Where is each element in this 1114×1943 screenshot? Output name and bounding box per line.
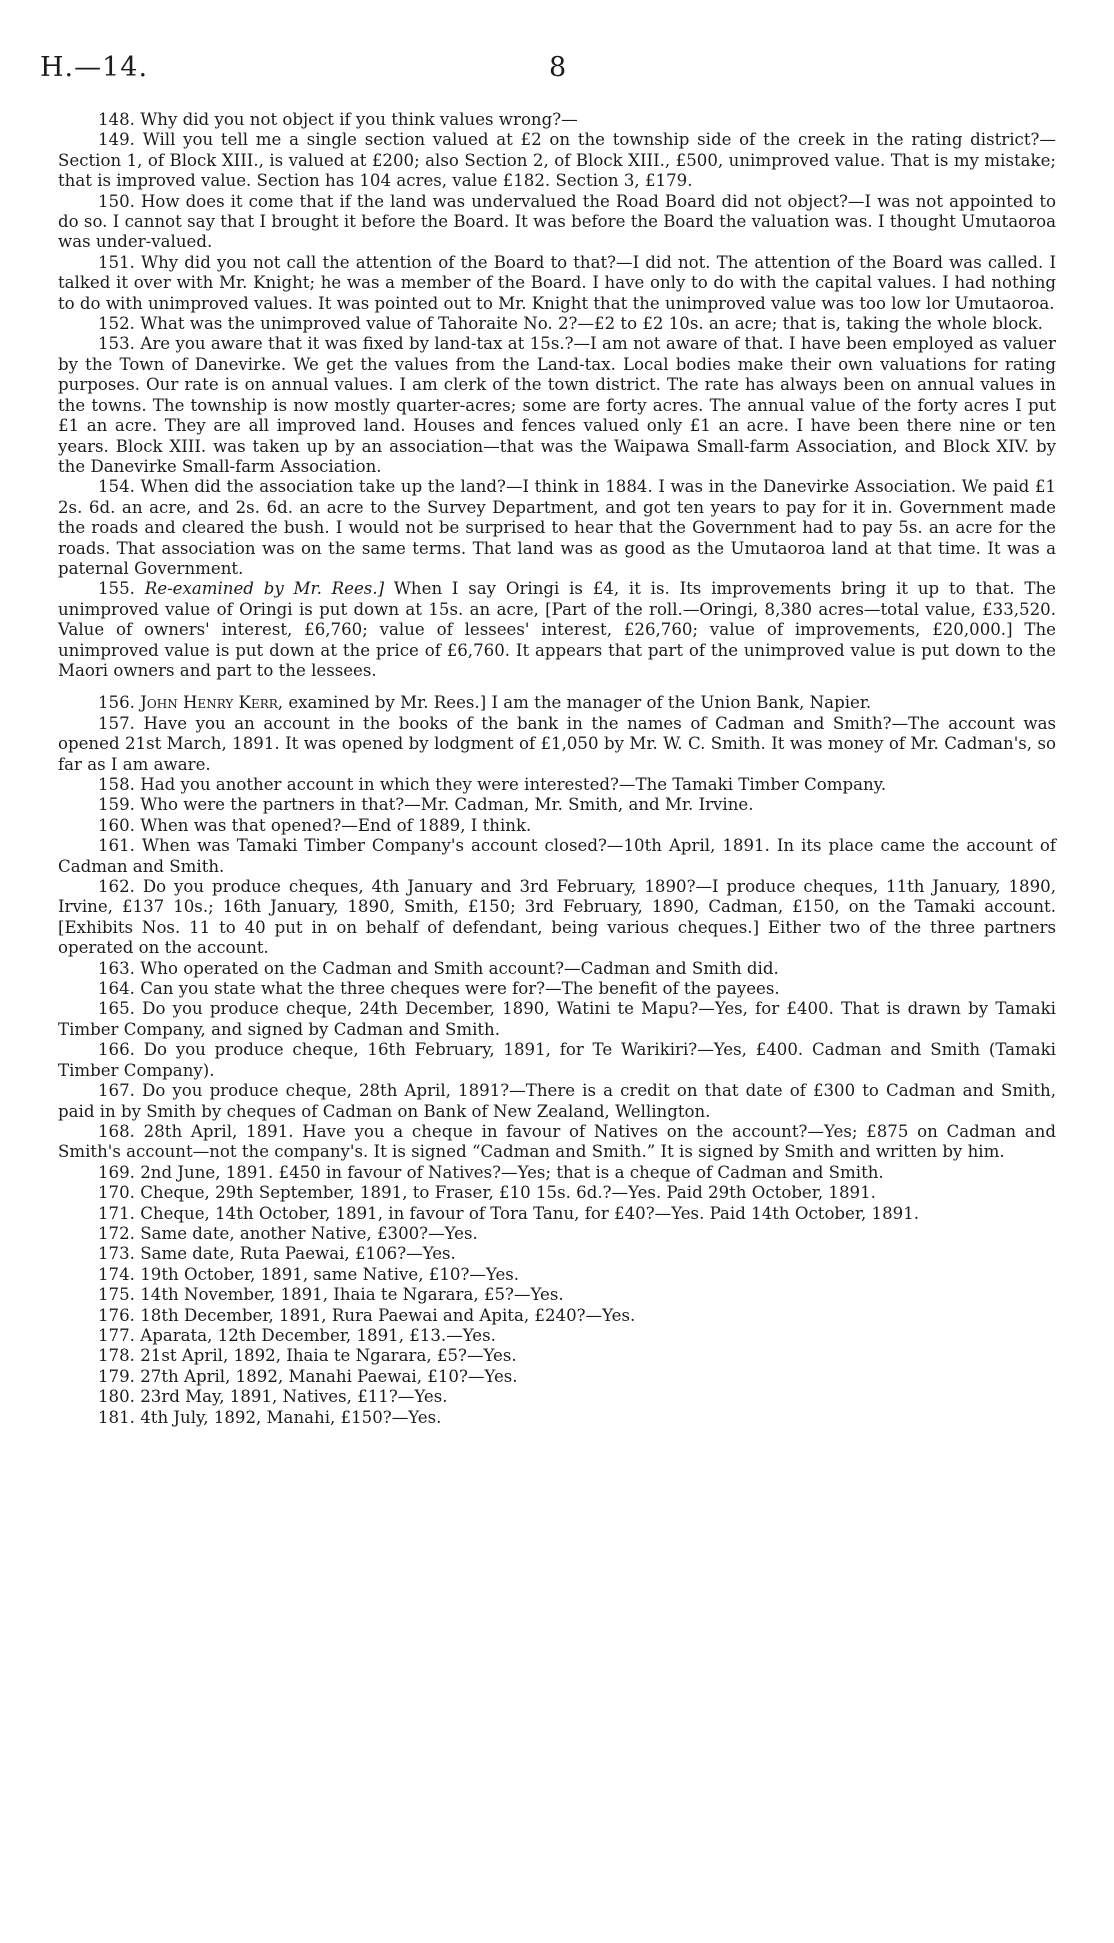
paragraph-148: 148. Why did you not object if you think values wrong?— bbox=[98, 110, 578, 129]
paragraph-body: When I say Oringi is £4, it is. Its improvements bring it up to that. The unimproved value of Oringi is put down at 15s. an acre, [Part of the roll.—Oringi, 8,380 acres—total value, £33,520. Value of owners' interest, £6,760; value of lessees' interest, £26,760; value of improvements, £20,000.] The unimproved value is put down at the price of £6,760. It appears that part of the unimproved value is put down to the Maori owners and part to the lessees. bbox=[58, 579, 1056, 680]
paragraph-160: 160. When was that opened?—End of 1889, I think. bbox=[98, 815, 532, 835]
paragraph-169: 169. 2nd June, 1891. £450 in favour of Natives?—Yes; that is a cheque of Cadman and Smith. bbox=[98, 1162, 884, 1182]
paragraph-158: 158. Had you another account in which they were interested?—The Tamaki Timber Company. bbox=[98, 775, 887, 794]
paragraph-156 bbox=[58, 693, 1056, 713]
witness-name: John Henry Kerr, bbox=[140, 693, 284, 713]
paragraph-177: 177. Aparata, 12th December, 1891, £13.—Yes. bbox=[98, 1325, 496, 1345]
evidence-text bbox=[58, 110, 1056, 1428]
paragraph-159: 159. Who were the partners in that?—Mr. Cadman, Mr. Smith, and Mr. Irvine. bbox=[98, 795, 754, 815]
paragraph-170: 170. Cheque, 29th September, 1891, to Fraser, £10 15s. 6d.?—Yes. Paid 29th October, 1891. bbox=[98, 1183, 876, 1203]
paragraph-164: 164. Can you state what the three cheques were for?—The benefit of the payees. bbox=[98, 979, 780, 999]
paragraph-151: 151. Why did you not call the attention of the Board to that?—I did not. The attention of the Board was called. I talked it over with Mr. Knight; he was a member of the Board. I have only to do with the capital values. I had nothing to do with unimproved values. It was pointed out to Mr. Knight that the unimproved value was too low lor Umutaoroa. bbox=[58, 252, 1056, 313]
paragraph-171: 171. Cheque, 14th October, 1891, in favour of Tora Tanu, for £40?—Yes. Paid 14th October, 1891. bbox=[98, 1203, 920, 1223]
paragraph-166: 166. Do you produce cheque, 16th February, 1891, for Te Warikiri?—Yes, £400. Cadman and Smith (Tamaki Timber Company). bbox=[58, 1040, 1056, 1080]
paragraph-172: 172. Same date, another Native, £300?—Yes. bbox=[98, 1223, 478, 1243]
paragraph-178: 178. 21st April, 1892, Ihaia te Ngarara, £5?—Yes. bbox=[98, 1346, 517, 1366]
paragraph-155 bbox=[58, 579, 1056, 681]
paragraph-161: 161. When was Tamaki Timber Company's account closed?—10th April, 1891. In its place came the account of Cadman and Smith. bbox=[58, 836, 1056, 876]
paragraph-179: 179. 27th April, 1892, Manahi Paewai, £10?—Yes. bbox=[98, 1366, 518, 1386]
paragraph-165: 165. Do you produce cheque, 24th December, 1890, Watini te Mapu?—Yes, for £400. That is drawn by Tamaki Timber Company, and signed by Cadman and Smith. bbox=[58, 999, 1056, 1039]
paragraph-body: examined by Mr. Rees.] I am the manager of the Union Bank, Napier. bbox=[288, 693, 872, 713]
paragraph-152: 152. What was the unimproved value of Tahoraite No. 2?—£2 to £2 10s. an acre; that is, taking the whole block. bbox=[98, 314, 1043, 334]
question-number: 155. bbox=[98, 579, 135, 599]
paragraph-173: 173. Same date, Ruta Paewai, £106?—Yes. bbox=[98, 1244, 456, 1264]
question-number: 156. bbox=[98, 693, 135, 713]
paragraph-163: 163. Who operated on the Cadman and Smith account?—Cadman and Smith did. bbox=[98, 958, 779, 978]
paragraph-153: 153. Are you aware that it was fixed by land-tax at 15s.?—I am not aware of that. I have been employed as valuer by the Town of Danevirke. We get the values from the Land-tax. Local bodies make their own valuations for rating purposes. Our rate is on annual values. I am clerk of the town district. The rate has always been on annual values in the towns. The township is now mostly quarter-acres; some are forty acres. The annual value of the forty acres I put £1 an acre. They are all improved land. Houses and fences valued only £1 an acre. I have been there nine or ten years. Block XIII. was taken up by an association—that was the Waipawa Small-farm Association, and Block XIV. by the Danevirke Small-farm Association. bbox=[58, 334, 1056, 476]
paragraph-149: 149. Will you tell me a single section valued at £2 on the township side of the creek in the rating district?—Section 1, of Block XIII., is valued at £200; also Section 2, of Block XIII., £500, unimproved value. That is my mistake; that is improved value. Section has 104 acres, value £182. Section 3, £179. bbox=[58, 130, 1056, 191]
paragraph-162: 162. Do you produce cheques, 4th January and 3rd February, 1890?—I produce cheques, 11th January, 1890, Irvine, £137 10s.; 16th January, 1890, Smith, £150; 3rd February, 1890, Cadman, £150, on the Tamaki account. [Exhibits Nos. 11 to 40 put in on behalf of defendant, being various cheques.] Either two of the three partners operated on the account. bbox=[58, 877, 1056, 958]
paragraph-175: 175. 14th November, 1891, Ihaia te Ngarara, £5?—Yes. bbox=[98, 1285, 564, 1305]
paragraph-181: 181. 4th July, 1892, Manahi, £150?—Yes. bbox=[98, 1407, 442, 1427]
paragraph-174: 174. 19th October, 1891, same Native, £10?—Yes. bbox=[98, 1264, 520, 1284]
examination-note: Re-examined by Mr. Rees.] bbox=[144, 579, 385, 599]
paragraph-157: 157. Have you an account in the books of the bank in the names of Cadman and Smith?—The account was opened 21st March, 1891. It was opened by lodgment of £1,050 by Mr. W. C. Smith. It was money of Mr. Cadman's, so far as I am aware. bbox=[58, 713, 1056, 774]
page-number: 8 bbox=[549, 52, 567, 83]
paragraph-168: 168. 28th April, 1891. Have you a cheque in favour of Natives on the account?—Yes; £875 on Cadman and Smith's account—not the company's. It is signed “Cadman and Smith.” It is signed by Smith and written by him. bbox=[58, 1121, 1056, 1162]
paragraph-180: 180. 23rd May, 1891, Natives, £11?—Yes. bbox=[98, 1387, 448, 1407]
paragraph-176: 176. 18th December, 1891, Rura Paewai and Apita, £240?—Yes. bbox=[98, 1305, 636, 1325]
paragraph-150: 150. How does it come that if the land was undervalued the Road Board did not object?—I was not appointed to do so. I cannot say that I brought it before the Board. It was before the Board the valuation was. I thought Umutaoroa was under-valued. bbox=[58, 191, 1056, 252]
report-reference: H.—14. bbox=[40, 52, 149, 83]
paragraph-154: 154. When did the association take up the land?—I think in 1884. I was in the Danevirke Association. We paid £1 2s. 6d. an acre, and 2s. 6d. an acre to the Survey Department, and got ten years to pay for it in. Government made the roads and cleared the bush. I would not be surprised to hear that the Government had to pay 5s. an acre for the roads. That association was on the same terms. That land was as good as the Umutaoroa land at that time. It was a paternal Government. bbox=[58, 477, 1056, 578]
paragraph-167: 167. Do you produce cheque, 28th April, 1891?—There is a credit on that date of £300 to Cadman and Smith, paid in by Smith by cheques of Cadman on Bank of New Zealand, Wellington. bbox=[58, 1081, 1056, 1121]
